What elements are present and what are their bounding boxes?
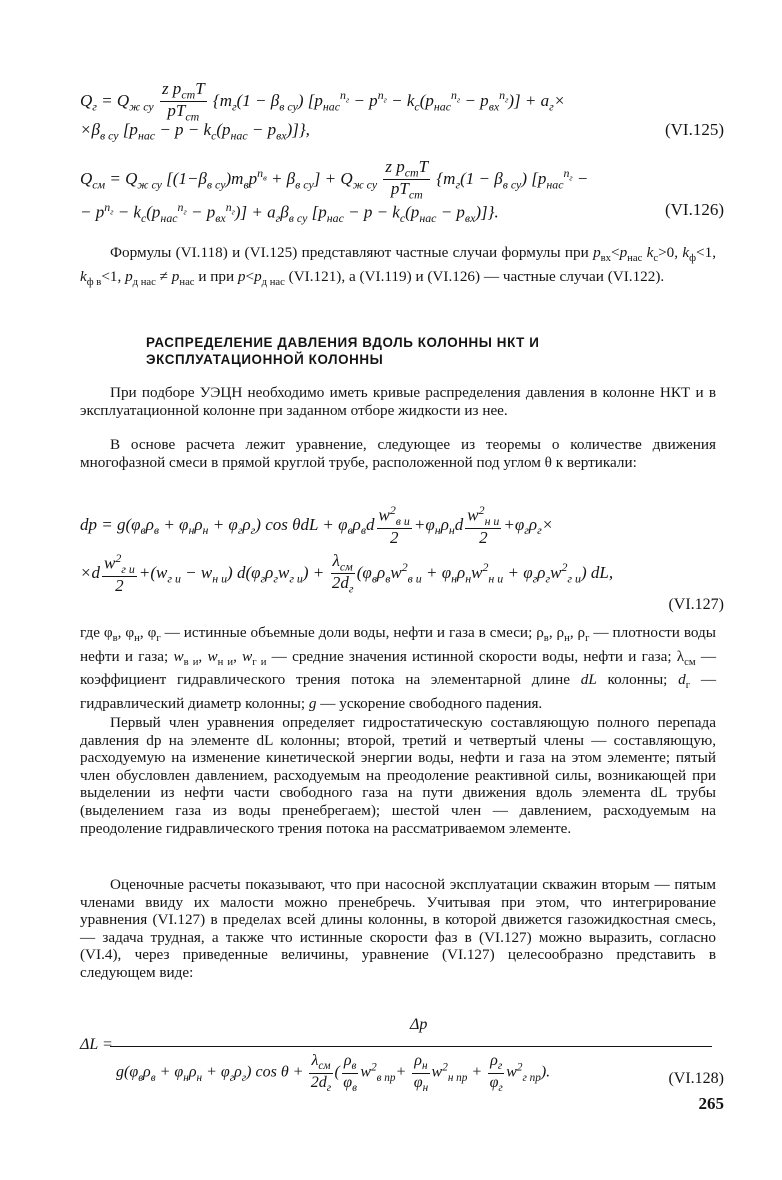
formula-denominator: $g(\varphi_в\rho_в + \varphi_н\rho_н + \varphi_г\rho_г)$ cos θ + $\frac{\lambda_{см}}{2d_г}$ ( $\frac{\rho_в}{\varphi_в}$ $w^2_{в пр}+$ $\frac{\rho_н}{\varphi_н}$ $w^2_{н пр}$ + $\frac{\rho_г}{\varphi_г}$ $w^2_{г пр}$). — [116, 1052, 551, 1094]
fraction-bar — [110, 1046, 712, 1047]
formula-line: ×d $\frac{w^2_{г и}}{2}$ $+(w_{г и} - w_{н и}) d(\varphi_г\rho_гw_{г и})$ + $\frac{\lambda_{см}}{2d_г}$ $(\varphi_в\rho_вw^2_{в и} + \varphi_н\rho_нw^2_{н и} + \varphi_г\rho_гw^2_{г и})$ dL, — [80, 551, 614, 596]
section-heading: РАСПРЕДЕЛЕНИЕ ДАВЛЕНИЯ ВДОЛЬ КОЛОННЫ НКТ И ЭКСПЛУАТАЦИОННОЙ КОЛОННЫ — [146, 335, 540, 367]
formula-lhs: ΔL = — [80, 1036, 113, 1053]
equation-number: (VI.125) — [664, 120, 724, 139]
page-number: 265 — [698, 1094, 724, 1113]
formula-line: $Q_г = Q_{ж су}$ $\frac{z p_{ст}T}{pT_{ст}}$ {$m_г(1 - \beta_{в су}) [p_{нас}^{n_г} - p^{n_г} - k_с(p_{нас}^{n_г} - p_{вх}^{n_г})] + a_г\times$ — [80, 79, 566, 124]
paragraph: В основе расчета лежит уравнение, следующее из теоремы о количестве движения многофазной смеси в прямой круглой трубе, расположенной под углом θ к вертикали: — [80, 436, 716, 471]
equation-number: (VI.128) — [668, 1070, 724, 1087]
paragraph: где $\varphi_в$, $\varphi_н$, $\varphi_г$ — истинные объемные доли воды, нефти и газа в смеси; $\rho_в$, $\rho_н$, $\rho_г$ — плотности воды нефти и газа; $w_{в и}$, $w_{н и}$, $w_{г и}$ — средние значения истинной скорости воды, нефти и газа; $\lambda_{см}$ — коэффициент гидравлического трения потока на элементарной длине dL колонны; $d_г$ — гидравлический диаметр колонны; g — ускорение свободного падения. — [80, 624, 717, 712]
paragraph: Формулы (VI.118) и (VI.125) представляют частные случаи формулы при $p_{вх}<p_{нас}$ $k_с>0$, $k_ф<1$, $k_{ф в}<1$, $p_{д нас} \ne p_{нас}$ и при $p<p_{д нас}$ (VI.121), а (VI.119) и (VI.126) — частные случаи (VI.122). — [80, 244, 716, 288]
paragraph: При подборе УЭЦН необходимо иметь кривые распределения давления в колонне НКТ и в эксплуатационной колонне при заданном отборе жидкости из нее. — [80, 384, 716, 419]
equation-number: (VI.126) — [664, 200, 724, 219]
formula-line: − $p^{n_г} - k_с(p_{нас}^{n_г} - p_{вх}^{n_г})] + a_г\beta_{в су}$ $[p_{нас} - p - k_с(p_{нас} - p_{вх})]$}. (VI.126) — [80, 200, 724, 226]
formula-line: $\times\beta_{в су}$ $[p_{нас} - p - k_с(p_{нас} - p_{вх})]$}, (VI.125) — [80, 120, 724, 143]
formula-line: $Q_{см} = Q_{ж су}$ $[(1-\beta_{в су})m_вp^{n_в} + \beta_{в су}] + Q_{ж су}$ $\frac{z p_{ст}T}{pT_{ст}}$ {$m_г(1 - \beta_{в су}) [p_{нас}^{n_г}$ − — [80, 157, 589, 202]
paragraph: Первый член уравнения определяет гидростатическую составляющую полного перепада давления dp на элементе dL колонны; второй, третий и четвертый члены — составляющую, расходуемую на изменение кинетической энергии воды, нефти и газа на этом элементе; пятый член обусловлен давлением, расходуемым на преодоление реактивной силы, возникающей при выделении из нефти части свободного газа на пути движения вдоль элемента dL трубы (выделением газа из воды пренебрегаем); шестой член — давлением, расходуемым на преодоление гидравлического трения потока на рассматриваемом элементе. — [80, 714, 716, 837]
formula-numerator: Δp — [410, 1016, 428, 1033]
equation-number: (VI.127) — [668, 596, 724, 613]
paragraph: Оценочные расчеты показывают, что при насосной эксплуатации скважин вторым — пятым членами ввиду их малости можно пренебречь. Учитывая при этом, что интегрирование уравнения (VI.127) в пределах всей длины колонны, в которой движется газожидкостная смесь, — задача трудная, а также что истинные скорости фаз в (VI.127) можно выразить, согласно (VI.4), через приведенные величины, уравнение (VI.127) целесообразно представить в следующем виде: — [80, 876, 716, 981]
formula-line: dp = $g(\varphi_в\rho_в + \varphi_н\rho_н + \varphi_г\rho_г)$ $\cos \theta dL + \varphi_в\rho_вd$ $\frac{w^2_{в и}}{2}$ $+\varphi_н\rho_нd$ $\frac{w^2_{н и}}{2}$ $+\varphi_г\rho_г\times$ — [80, 503, 554, 548]
